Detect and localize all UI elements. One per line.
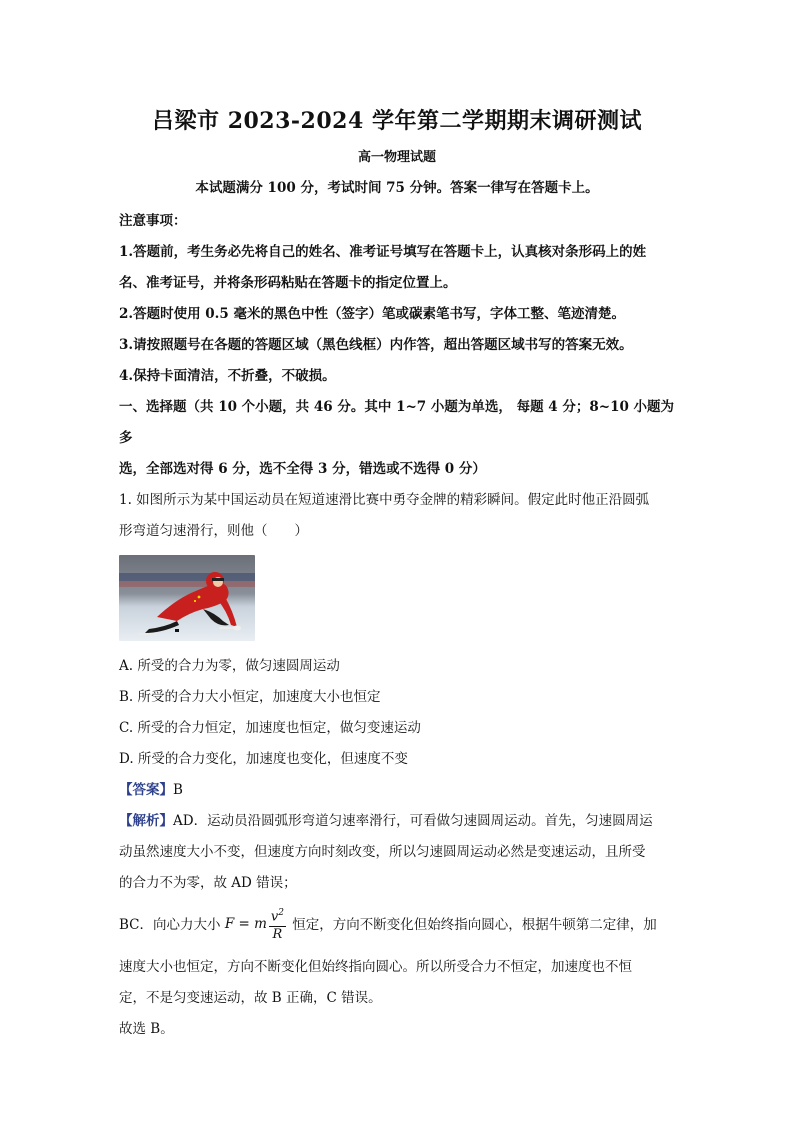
answer-value: B xyxy=(173,782,183,798)
section-heading-line2: 选，全部选对得 6 分，选不全得 3 分，错选或不选得 0 分） xyxy=(119,461,486,477)
bc-prefix: BC．向心力大小 xyxy=(119,917,221,933)
analysis-bc-line xyxy=(119,899,679,952)
analysis-line-1 xyxy=(119,806,679,837)
notes-item-1a: 1.答题前，考生务必先将自己的姓名、准考证号填写在答题卡上，认真核对条形码上的姓 xyxy=(119,244,647,260)
analysis-tag: 【解析】 xyxy=(119,813,173,829)
notes-item-4: 4.保持卡面清洁，不折叠，不破损。 xyxy=(119,368,336,384)
exam-intro: 本试题满分 100 分，考试时间 75 分钟。答案一律写在答题卡上。 xyxy=(195,180,599,196)
page-subtitle: 高一物理试题 xyxy=(357,150,436,165)
analysis-text-1: AD．运动员沿圆弧形弯道匀速率滑行，可看做匀速圆周运动。首先，匀速圆周运 xyxy=(173,813,653,829)
analysis-line-2: 动虽然速度大小不变，但速度方向时刻改变，所以匀速圆周运动必然是变速运动，且所受 xyxy=(119,844,646,860)
formula-fraction xyxy=(269,905,286,942)
analysis-bc-line-3: 定，不是匀变速运动，故 B 正确，C 错误。 xyxy=(119,989,382,1006)
notes-item-1b: 名、准考证号，并将条形码粘贴在答题卡的指定位置上。 xyxy=(119,275,457,291)
question-1-option-d: D. 所受的合力变化，加速度也变化，但速度不变 xyxy=(119,751,408,767)
question-1-option-b: B. 所受的合力大小恒定，加速度大小也恒定 xyxy=(119,689,381,705)
answer-tag: 【答案】 xyxy=(119,782,173,798)
question-1-option-a: A. 所受的合力为零，做匀速圆周运动 xyxy=(119,658,340,674)
formula-exponent: 2 xyxy=(278,908,284,919)
notes-item-3: 3.请按照题号在各题的答题区域（黑色线框）内作答，超出答题区域书写的答案无效。 xyxy=(119,337,633,353)
formula-lhs: F = m xyxy=(224,915,267,932)
formula-numerator: $v^2$ xyxy=(269,905,286,926)
answer-line xyxy=(119,775,679,806)
analysis-bc-line-2: 速度大小也恒定，方向不断变化但始终指向圆心。所以所受合力不恒定，加速度也不恒 xyxy=(119,958,632,975)
bc-suffix: 恒定，方向不断变化但始终指向圆心，根据牛顿第二定律，加 xyxy=(292,917,657,933)
formula-denominator: R xyxy=(272,926,283,942)
speed-skater-photo xyxy=(119,555,255,641)
analysis-line-3: 的合力不为零，故 AD 错误； xyxy=(119,875,297,891)
conclusion-line: 故选 B。 xyxy=(119,1020,174,1037)
page-title: 吕梁市 2023-2024 学年第二学期期末调研测试 xyxy=(152,108,642,134)
notes-heading: 注意事项： xyxy=(119,213,187,229)
section-heading-line1: 一、选择题（共 10 个小题，共 46 分。其中 1~7 小题为单选， 每题 4 分；8~10 小题为多 xyxy=(119,399,675,446)
notes-item-2: 2.答题时使用 0.5 毫米的黑色中性（签字）笔或碳素笔书写，字体工整、笔迹清楚。 xyxy=(119,306,625,322)
question-1-option-c: C. 所受的合力恒定，加速度也恒定，做匀变速运动 xyxy=(119,720,421,736)
question-1-stem-line2: 形弯道匀速滑行，则他（ ） xyxy=(119,523,308,539)
question-1-stem-line1: 1. 如图所示为某中国运动员在短道速滑比赛中勇夺金牌的精彩瞬间。假定此时他正沿圆弧 xyxy=(119,492,650,508)
exam-content xyxy=(119,206,679,1045)
centripetal-force-formula xyxy=(225,898,288,950)
